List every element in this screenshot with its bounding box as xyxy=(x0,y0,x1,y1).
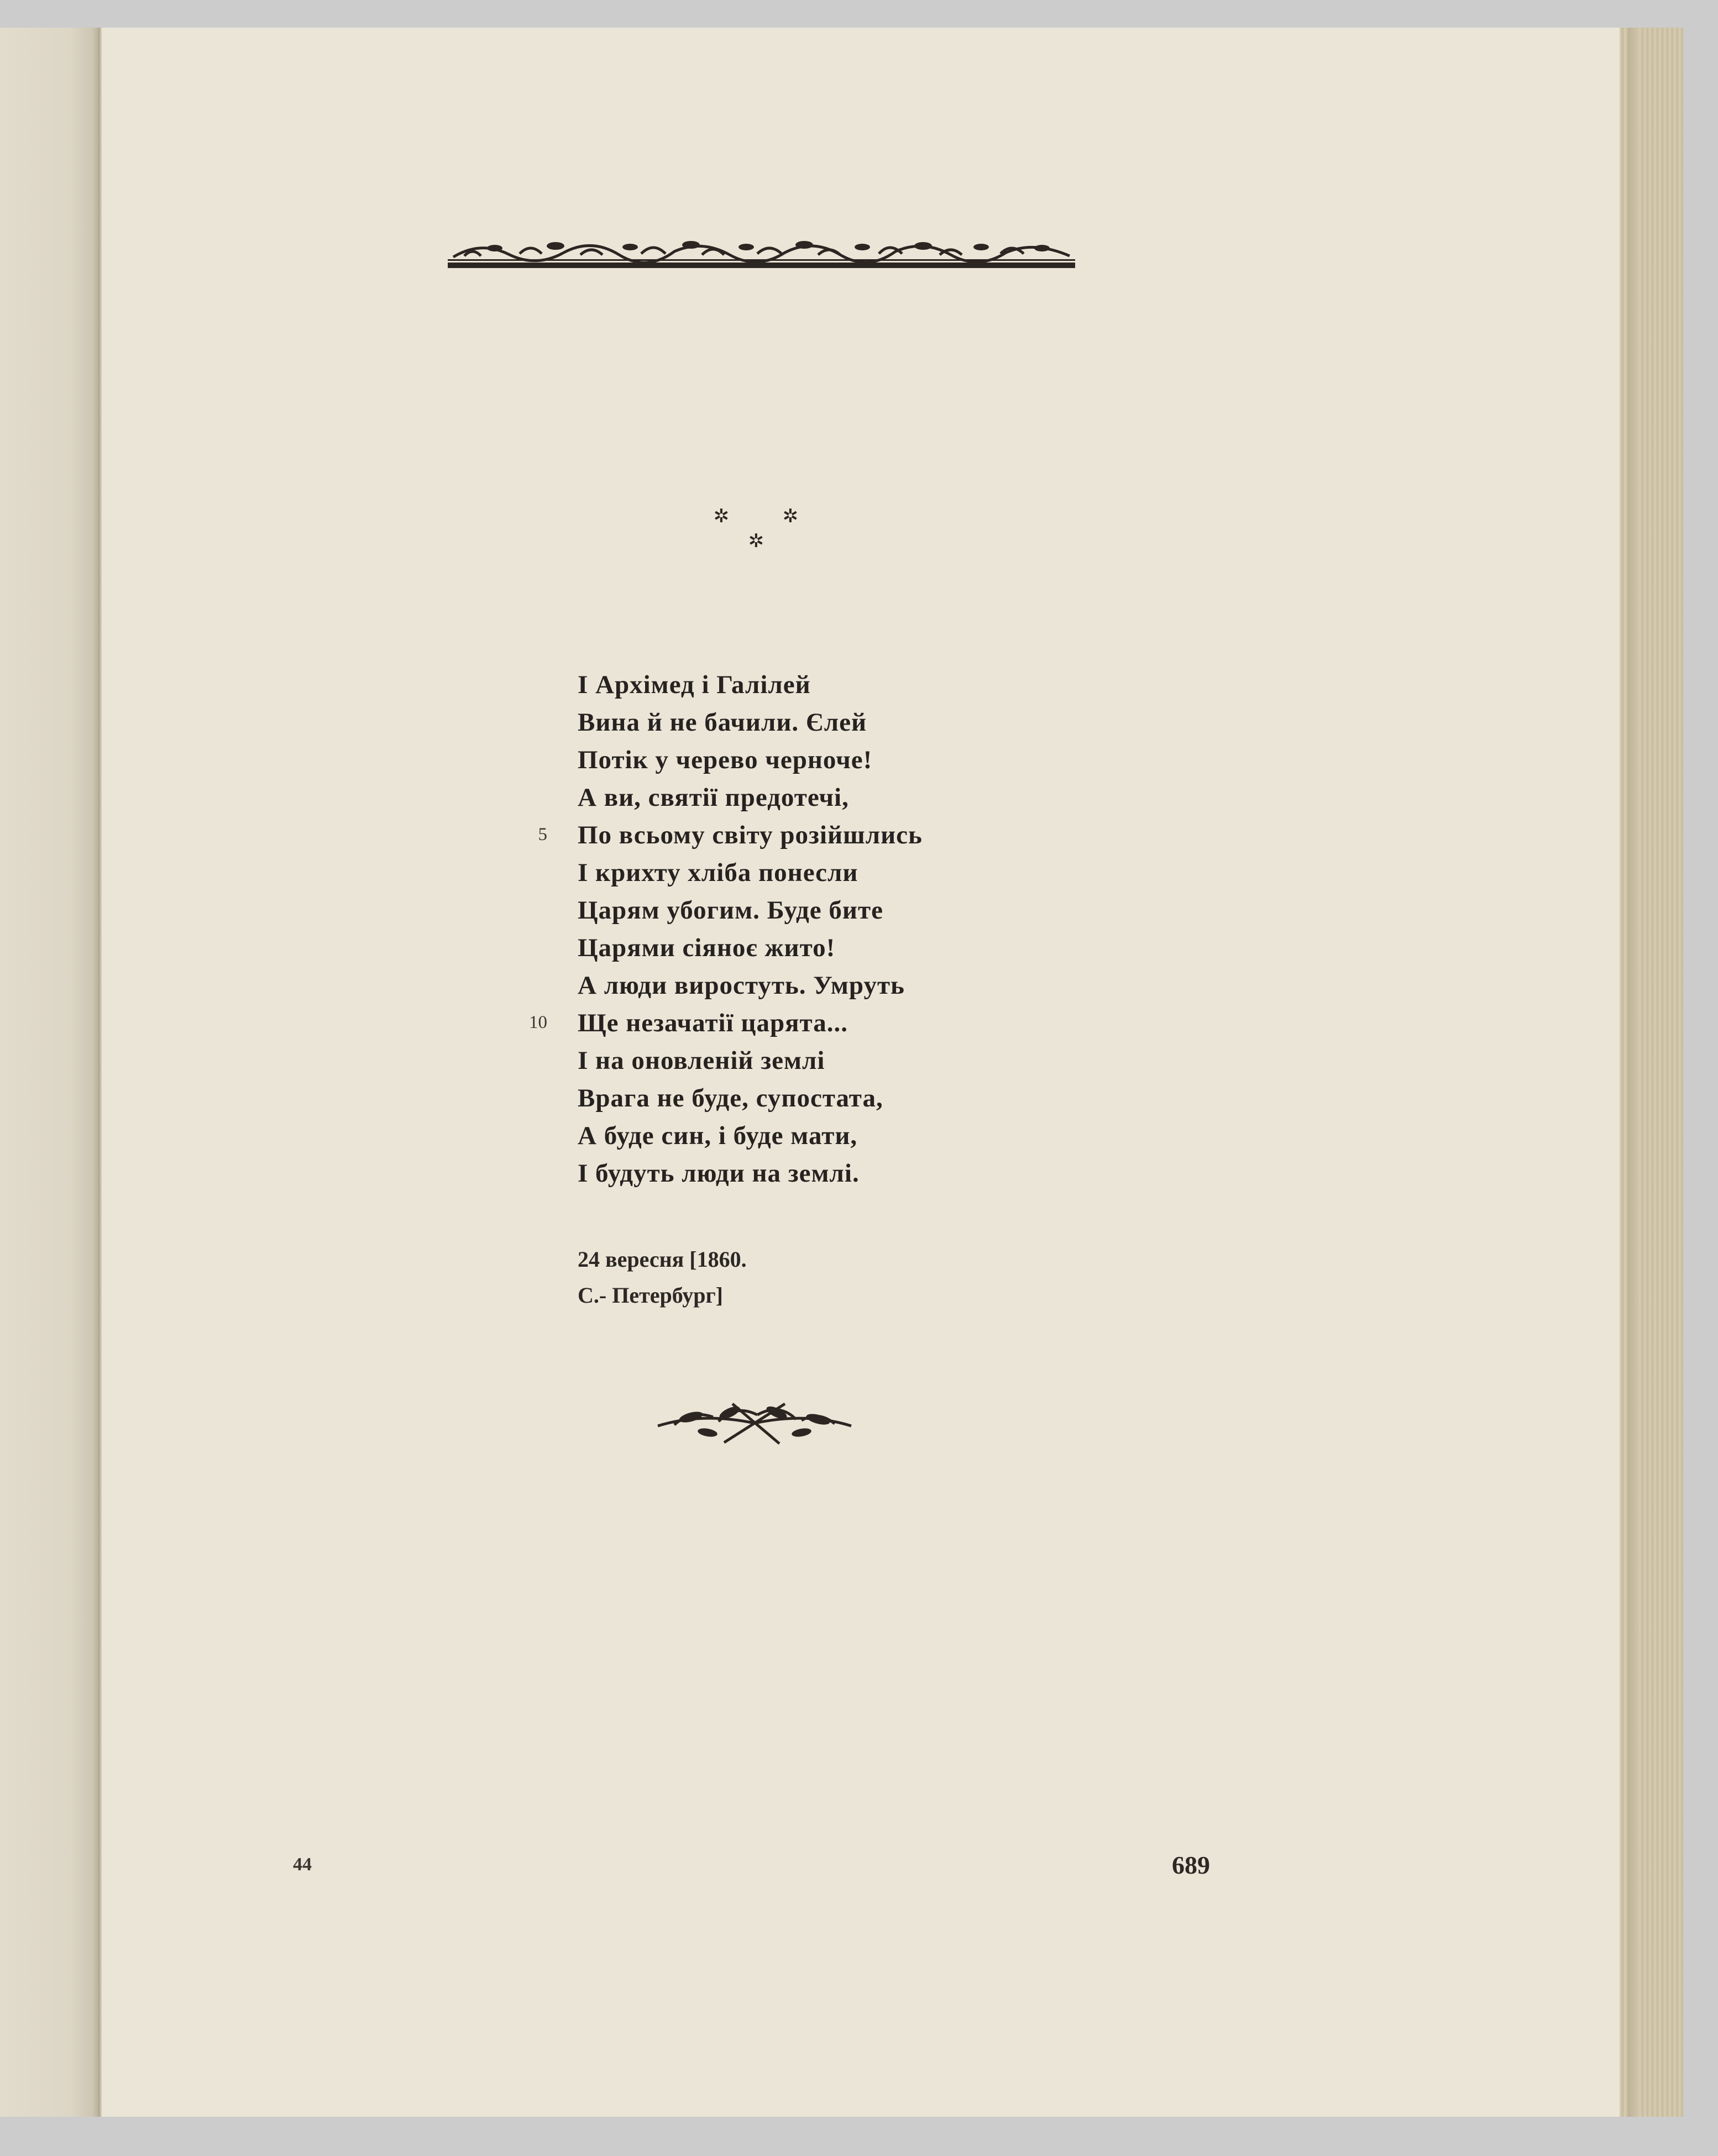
book-page xyxy=(0,28,1683,2117)
poem-line: Ще незачатії царята... xyxy=(578,1009,848,1037)
headpiece-ornament xyxy=(448,235,1075,274)
book-gutter xyxy=(98,28,102,2117)
poem-date: 24 вересня [1860. xyxy=(578,1247,747,1272)
poem-line: І будуть люди на землі. xyxy=(578,1159,860,1188)
svg-text:✲: ✲ xyxy=(782,505,799,527)
poem-line: А ви, святії предотечі, xyxy=(578,783,849,812)
poem-line: Вина й не бачили. Єлей xyxy=(578,708,867,737)
poem-line: По всьому світу розійшлись xyxy=(578,821,923,849)
poem-line: І крихту хліба понесли xyxy=(578,858,858,887)
poem-line: Царям убогим. Буде бите xyxy=(578,896,883,925)
asterism-ornament xyxy=(702,492,802,564)
poem-line: Царями сіяноє жито! xyxy=(578,933,836,962)
line-number: 5 xyxy=(538,825,547,844)
line-number: 10 xyxy=(529,1013,547,1032)
left-page-edge xyxy=(0,28,99,2117)
poem-line: І на оновленій землі xyxy=(578,1046,825,1075)
poem-line: А буде син, і буде мати, xyxy=(578,1121,858,1150)
page-number: 689 xyxy=(1172,1851,1210,1879)
poem-line: Врага не буде, супостата, xyxy=(578,1084,883,1113)
poem-line: Потік у черево черноче! xyxy=(578,746,873,774)
printer-signature-mark: 44 xyxy=(293,1854,312,1875)
page-edge-shadow xyxy=(1628,28,1639,2117)
svg-text:✲: ✲ xyxy=(748,530,764,552)
poem-line: А люди виростуть. Умруть xyxy=(578,971,905,1000)
tailpiece-ornament xyxy=(652,1393,857,1454)
poem-line: І Архімед і Галілей xyxy=(578,670,811,699)
svg-text:✲: ✲ xyxy=(713,505,730,527)
poem-place: С.- Петербург] xyxy=(578,1283,723,1308)
